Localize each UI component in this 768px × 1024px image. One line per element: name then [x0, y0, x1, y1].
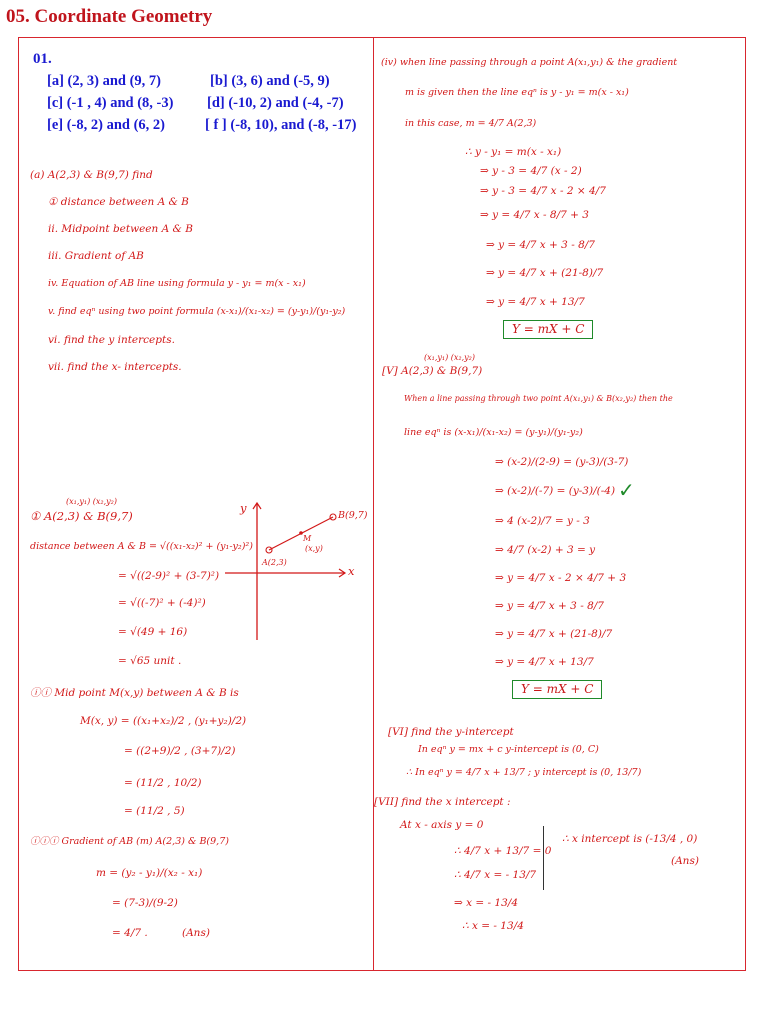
sol1-line: = √((-7)² + (-4)²) — [118, 597, 206, 609]
sol5-line: ⇒ y = 4/7 x - 2 × 4/7 + 3 — [495, 572, 627, 584]
sol2-line: = (11/2 , 10/2) — [124, 777, 202, 789]
sol1-line: = √((2-9)² + (3-7)²) — [118, 570, 220, 582]
task-item: ii. Midpoint between A & B — [48, 223, 193, 235]
sol3-line: m = (y₂ - y₁)/(x₂ - x₁) — [96, 867, 203, 879]
sol2-line: = ((2+9)/2 , (3+7)/2) — [124, 745, 236, 757]
sol3-ans: (Ans) — [182, 927, 210, 939]
sol4-line: ⇒ y = 4/7 x + 13/7 — [486, 296, 585, 308]
sol2-line: = (11/2 , 5) — [124, 805, 185, 817]
sol5-line: ⇒ (x-2)/(2-9) = (y-3)/(3-7) — [495, 456, 629, 468]
sol4-line: ⇒ y = 4/7 x - 8/7 + 3 — [480, 209, 589, 221]
question-item-f: [ f ] (-8, 10), and (-8, -17) — [205, 117, 357, 133]
task-item: vi. find the y intercepts. — [48, 334, 175, 346]
sol6-heading: [VI] find the y-intercept — [388, 726, 514, 738]
sol4-line: ⇒ y = 4/7 x + 3 - 8/7 — [486, 239, 595, 251]
graph-y-label: y — [240, 501, 247, 515]
sol5-line: ⇒ y = 4/7 x + 13/7 — [495, 656, 594, 668]
question-item-d: [d] (-10, 2) and (-4, -7) — [207, 95, 344, 111]
sol1-line: distance between A & B = √((x₁-x₂)² + (y₁-y₂)²) — [30, 541, 253, 552]
graph-mid-m: M — [303, 534, 312, 543]
sol2-heading: ⓘⓘ Mid point M(x,y) between A & B is — [30, 687, 239, 699]
sol5-line: ⇒ (x-2)/(-7) = (y-3)/(-4) — [495, 485, 616, 497]
sol5-intro: When a line passing through two point A(x₁,y₁) & B(x₂,y₂) then the — [404, 394, 673, 403]
sol5-line: ⇒ y = 4/7 x + (21-8)/7 — [495, 628, 613, 640]
sol5-intro: line eqⁿ is (x-x₁)/(x₁-x₂) = (y-y₁)/(y₁-y₂) — [404, 427, 583, 438]
sol1-heading: ① A(2,3) & B(9,7) — [30, 509, 133, 523]
sol3-heading: ⓘⓘⓘ Gradient of AB (m) A(2,3) & B(9,7) — [30, 836, 229, 847]
graph-mid-xy: (x,y) — [305, 544, 323, 553]
sol4-intro: (iv) when line passing through a point A(x₁,y₁) & the gradient — [381, 57, 678, 68]
sol5-line: ⇒ y = 4/7 x + 3 - 8/7 — [495, 600, 604, 612]
sol5-answer-box: Y = mX + C — [512, 680, 602, 699]
sol4-intro: m is given then the line eqⁿ is y - y₁ = m(x - x₁) — [405, 87, 629, 98]
question-item-c: [c] (-1 , 4) and (8, -3) — [47, 95, 174, 111]
sol4-line: ∴ y - y₁ = m(x - x₁) — [465, 146, 562, 158]
sol7-line: At x - axis y = 0 — [400, 819, 484, 831]
sol4-line: ⇒ y - 3 = 4/7 x - 2 × 4/7 — [480, 185, 606, 197]
working-bracket — [543, 826, 544, 890]
sol4-line: ⇒ y - 3 = 4/7 (x - 2) — [480, 165, 582, 177]
task-item: v. find eqⁿ using two point formula (x-x₁)/(x₁-x₂) = (y-y₁)/(y₁-y₂) — [48, 306, 346, 317]
sol5-line: ⇒ 4/7 (x-2) + 3 = y — [495, 544, 596, 556]
sol1-line: = √65 unit . — [118, 655, 182, 667]
sol4-answer-box: Y = mX + C — [503, 320, 593, 339]
task-item: iv. Equation of AB line using formula y - y₁ = m(x - x₁) — [48, 278, 306, 289]
column-divider — [373, 37, 374, 970]
task-item: ① distance between A & B — [48, 196, 189, 208]
sol7-ans: (Ans) — [671, 855, 699, 867]
sol5-heading: [V] A(2,3) & B(9,7) — [382, 365, 483, 377]
question-number: 01. — [33, 51, 52, 67]
task-item: iii. Gradient of AB — [48, 250, 144, 262]
question-item-e: [e] (-8, 2) and (6, 2) — [47, 117, 165, 133]
sol3-line: = 4/7 . — [112, 927, 148, 939]
sol7-heading: [VII] find the x intercept : — [374, 796, 511, 808]
sol5-line: ⇒ 4 (x-2)/7 = y - 3 — [495, 515, 590, 527]
graph-point-b: B(9,7) — [338, 510, 368, 521]
task-item: vii. find the x- intercepts. — [48, 361, 182, 373]
sol4-line: ⇒ y = 4/7 x + (21-8)/7 — [486, 267, 604, 279]
task-intro: (a) A(2,3) & B(9,7) find — [30, 169, 153, 181]
sol1-line: = √(49 + 16) — [118, 626, 188, 638]
sol7-result: ∴ x intercept is (-13/4 , 0) — [562, 833, 698, 845]
graph-x-label: x — [348, 564, 355, 578]
graph-point-a: A(2,3) — [262, 558, 287, 567]
question-item-b: [b] (3, 6) and (-5, 9) — [210, 73, 330, 89]
checkmark-icon: ✓ — [618, 478, 635, 502]
sol5-labels: (x₁,y₁) (x₂,y₂) — [424, 353, 476, 362]
sol4-intro: in this case, m = 4/7 A(2,3) — [405, 118, 537, 129]
sol6-line: In eqⁿ y = mx + c y-intercept is (0, C) — [418, 744, 599, 755]
sol2-line: M(x, y) = ((x₁+x₂)/2 , (y₁+y₂)/2) — [80, 715, 247, 727]
page-title: 05. Coordinate Geometry — [6, 6, 213, 27]
sol7-line: ∴ x = - 13/4 — [462, 920, 524, 932]
sol7-line: ∴ 4/7 x = - 13/7 — [454, 869, 537, 881]
sol3-line: = (7-3)/(9-2) — [112, 897, 178, 909]
sol7-line: ∴ 4/7 x + 13/7 = 0 — [454, 845, 552, 857]
sol1-labels: (x₁,y₁) (x₂,y₂) — [66, 497, 118, 506]
question-item-a: [a] (2, 3) and (9, 7) — [47, 73, 161, 89]
sol7-line: ⇒ x = - 13/4 — [454, 897, 518, 909]
sol6-line: ∴ In eqⁿ y = 4/7 x + 13/7 ; y intercept is (0, 13/7) — [406, 767, 642, 778]
